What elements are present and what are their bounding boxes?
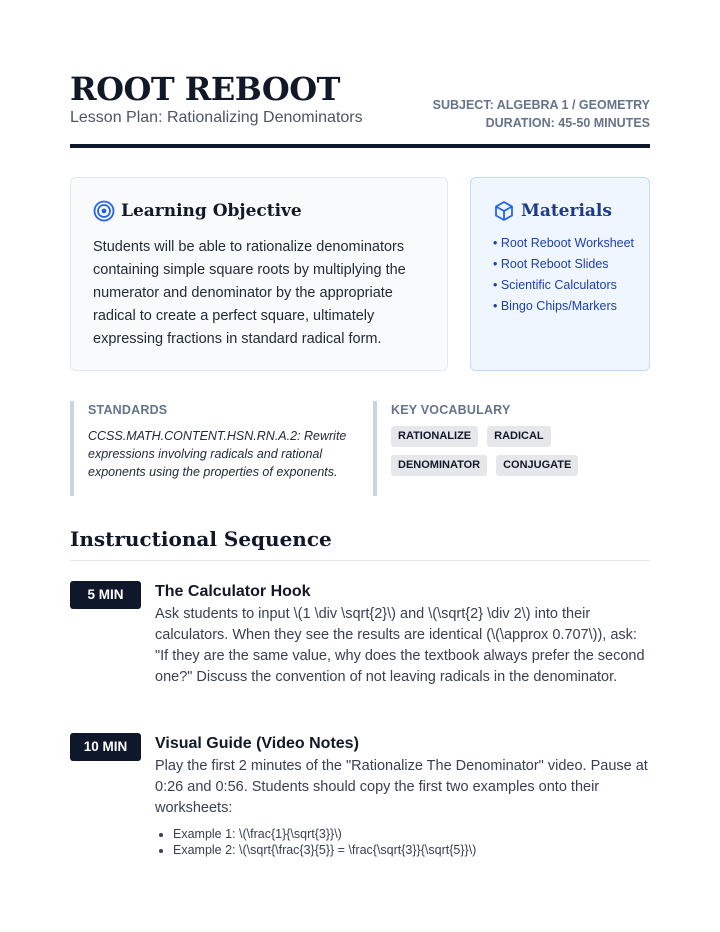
instructional-sequence-title: Instructional Sequence [70, 527, 332, 551]
example-item: • Example 2: \(\sqrt{\frac{3}{5}} = \frac{\sqrt{3}}{\sqrt{5}}\) [173, 842, 650, 858]
step-title: The Calculator Hook [155, 583, 311, 600]
materials-item: • Root Reboot Slides [493, 257, 609, 271]
step-body [155, 581, 650, 688]
subject-label: SUBJECT: ALGEBRA 1 / GEOMETRY [432, 98, 650, 112]
vocabulary-tag: RADICAL [487, 426, 551, 447]
vocabulary-tags [391, 426, 653, 476]
vocabulary-tag: DENOMINATOR [391, 455, 487, 476]
standards-text: CCSS.MATH.CONTENT.HSN.RN.A.2: Rewrite expressions involving radicals and rational exponents using the properties of exponents. [88, 429, 347, 479]
standards-label: STANDARDS [88, 403, 168, 417]
materials-list [493, 235, 643, 319]
step-time-badge: 5 MIN [70, 581, 141, 609]
vocabulary-tag: RATIONALIZE [391, 426, 478, 447]
learning-objective-heading [93, 200, 302, 222]
standards-section [70, 401, 350, 496]
target-icon [93, 200, 115, 222]
materials-item: • Bingo Chips/Markers [493, 299, 617, 313]
page-title: ROOT REBOOT [70, 70, 340, 108]
learning-objective-text: Students will be able to rationalize denominators containing simple square roots by multiplying the numerator and denominator by the appropriate radical to create a perfect square, ultimately expressing fractions in standard radical form. [93, 239, 406, 347]
header-divider [70, 144, 650, 148]
step-body [155, 733, 650, 858]
materials-card [470, 177, 650, 371]
materials-item: • Root Reboot Worksheet [493, 236, 635, 250]
vocabulary-section [373, 401, 650, 496]
duration-label: DURATION: 45-50 MINUTES [485, 116, 650, 130]
lesson-meta [433, 96, 650, 132]
examples-list [155, 826, 650, 858]
vocabulary-label: KEY VOCABULARY [391, 403, 511, 417]
step-time-badge: 10 MIN [70, 733, 141, 761]
example-item: • Example 1: \(\frac{1}{\sqrt{3}}\) [173, 826, 650, 842]
vocabulary-tag: CONJUGATE [496, 455, 578, 476]
page-subtitle: Lesson Plan: Rationalizing Denominators [70, 109, 363, 126]
step-title: Visual Guide (Video Notes) [155, 735, 359, 752]
learning-objective-card [70, 177, 448, 371]
materials-title: Materials [521, 201, 612, 221]
materials-heading [493, 200, 612, 222]
learning-objective-title: Learning Objective [121, 201, 302, 221]
sequence-divider [70, 560, 650, 561]
step-text: Ask students to input \(1 \div \sqrt{2}\) and \(\sqrt{2} \div 2\) into their calculators. When they see the results are identical (\(\approx 0.707\)), ask: "If they are the same value, why does the textbook always prefer the second one?" Discuss the convention of not leaving radicals in the denominator. [155, 606, 645, 685]
cube-icon [493, 200, 515, 222]
step-text: Play the first 2 minutes of the "Rationalize The Denominator" video. Pause at 0:26 and 0:56. Students should copy the first two examples onto their worksheets: [155, 758, 648, 816]
materials-item: • Scientific Calculators [493, 278, 617, 292]
